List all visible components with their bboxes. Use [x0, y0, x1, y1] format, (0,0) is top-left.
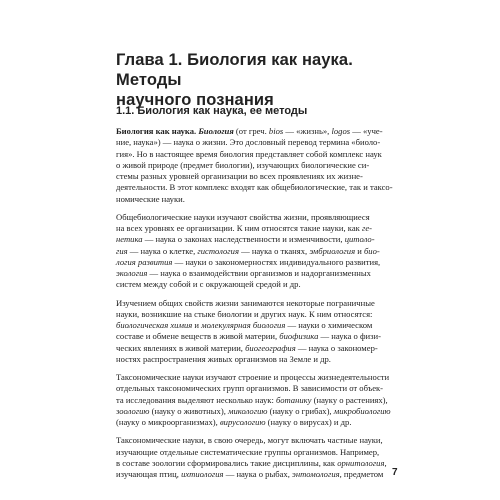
text-segment: изучающая птиц, [116, 469, 182, 479]
term-logos: logos [331, 126, 351, 136]
section-title: 1.1. Биология как наука, ее методы [116, 105, 308, 117]
chapter-title-line1: Глава 1. Биология как наука. Методы [116, 51, 353, 89]
text-segment: — наука о рыбах, [223, 469, 293, 479]
text-segment: на всех уровнях ее организации. К ним относятся такие науки, как [116, 223, 362, 233]
text-line: о живой природе (предмет биологии), изучающих биологические си- [116, 159, 370, 170]
term-biology-as-science: Биология как наука. [116, 126, 199, 136]
text-segment: — наука о законах наследственности и изменчивости, [142, 234, 345, 245]
text-line: изучающие отдельные систематические группы организмов. Например, [116, 446, 380, 457]
term-virology: вирусологию [219, 417, 266, 427]
paragraph-4 [116, 372, 400, 428]
term-ecology: экология [116, 268, 148, 278]
term-zoology: зоологию [116, 405, 150, 416]
text-line: систем между собой и с окружающей средой и др. [116, 279, 301, 290]
term-mycology: микологию [228, 405, 268, 416]
term-biology: Биология [198, 126, 234, 136]
text-segment: (науку о животных), [149, 405, 229, 416]
page-number: 7 [392, 467, 398, 478]
text-segment: (науку о грибах), [267, 405, 334, 416]
term-developmental-biology: био- [363, 245, 380, 256]
text-segment: — наука о взаимодействии организмов и надорганизменных [147, 268, 371, 278]
term-biochemistry: биологическая химия [116, 320, 193, 330]
text-line: Общебиологические науки изучают свойства жизни, проявляющиеся [116, 211, 370, 222]
term-ichthyology: ихтиология [181, 469, 224, 479]
text-segment: — науки о закономерностях индивидуального развития, [172, 256, 381, 267]
text-line: номические науки. [116, 193, 185, 204]
text-line: отдельных таксономических групп организмов. В зависимости от объек- [116, 383, 384, 394]
text-line: деятельности. В этот комплекс входят как общебиологические, так и таксо- [116, 182, 393, 193]
term-embryology: эмбриология [309, 245, 356, 256]
text-segment: и [192, 320, 202, 330]
text-segment: составе и обмене веществ в живой материи, [116, 331, 280, 342]
paragraph-1 [116, 126, 400, 205]
body-text [116, 126, 400, 487]
text-segment: и [355, 245, 364, 256]
text-line: гия». Но в настоящее время биология представляет собой комплекс наук [116, 148, 382, 159]
text-segment: — «жизнь», [283, 126, 332, 136]
paragraph-5 [116, 435, 400, 480]
term-bios: bios [268, 126, 284, 136]
text-segment: — наука о клетке, [127, 245, 198, 256]
term-histology: гистология [197, 245, 239, 256]
text-segment: (науку о вирусах) и др. [265, 417, 352, 427]
text-line: ностях распространения живых организмов на Земле и др. [116, 353, 331, 364]
text-segment: — «уче- [350, 126, 383, 136]
term-biophysics: биофизика [279, 331, 319, 342]
term-cytology: гия [116, 245, 128, 256]
term-developmental-biology: логия развития [116, 256, 173, 267]
text-segment: , [384, 457, 387, 468]
text-line: науки, возникшие на стыке биологии и других наук. К ним относятся: [116, 308, 373, 319]
text-line: ние, наука») — наука о жизни. Это дословный перевод термина «биоло- [116, 137, 381, 148]
text-segment: та исследования выделяют несколько наук: [116, 394, 276, 405]
paragraph-3 [116, 298, 400, 366]
term-genetics: нетика [116, 234, 143, 245]
text-line: Таксономические науки, в свою очередь, могут включать частные науки, [116, 435, 383, 446]
term-genetics: ге- [362, 223, 373, 233]
chapter-title-line2: научного познания [116, 91, 274, 109]
term-cytology: цитоло- [344, 234, 375, 245]
term-botany: ботанику [275, 394, 312, 405]
text-segment: в составе зоологии сформировались такие дисциплины, как [116, 457, 338, 468]
term-ornithology: орнитология [337, 457, 385, 468]
term-microbiology: микробиологию [333, 405, 391, 416]
paragraph-2 [116, 212, 400, 291]
text-segment: , предметом [339, 469, 384, 479]
text-segment: — наука о тканях, [238, 245, 310, 256]
term-molecular-biology: молекулярная биология [201, 320, 286, 330]
chapter-title [116, 50, 400, 110]
text-line: Таксономические науки изучают строение и процессы жизнедеятельности [116, 372, 390, 382]
text-segment: — наука о физи- [318, 331, 382, 342]
text-segment: (науку о микроорганизмах), [116, 417, 220, 427]
term-biogeography: биогеография [245, 342, 296, 353]
text-segment: ческих явлениях в живой материи, [116, 342, 246, 353]
text-line: Изучением общих свойств жизни занимаются некоторые пограничные [116, 297, 375, 308]
book-page [116, 0, 400, 500]
text-segment: — наука о закономер- [295, 342, 378, 353]
text-line: стемы разных уровней организации во всех проявлениях их жизне- [116, 171, 363, 181]
text-segment: (науку о растениях), [311, 394, 388, 405]
text-segment: (от греч. [233, 126, 269, 136]
term-entomology: энтомология [292, 469, 340, 479]
text-segment: — науки о химическом [285, 320, 373, 330]
